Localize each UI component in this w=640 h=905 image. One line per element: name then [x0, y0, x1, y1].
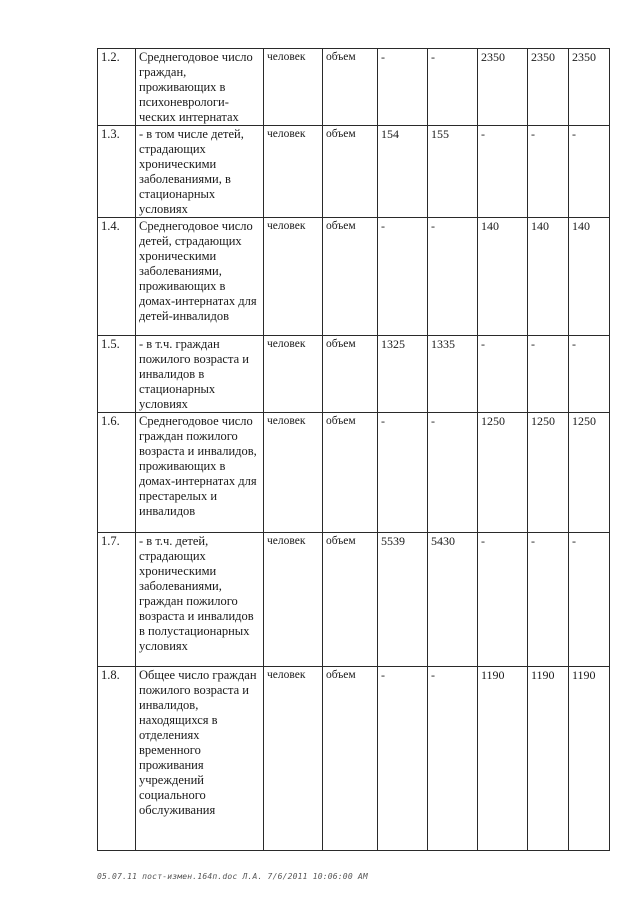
type-cell: объем	[323, 533, 378, 667]
indicator-name: - в т.ч. граждан пожилого возраста и инвалидов в стационарных условиях	[136, 336, 264, 413]
row-number: 1.4.	[98, 218, 136, 336]
type-cell: объем	[323, 667, 378, 851]
row-number: 1.8.	[98, 667, 136, 851]
indicator-name: Среднегодовое число детей, страдающих хроническими заболеваниями, проживающих в домах-интернатах для детей-инвалидов	[136, 218, 264, 336]
value-cell: 1325	[378, 336, 428, 413]
value-cell: 1250	[528, 413, 569, 533]
value-cell: 140	[478, 218, 528, 336]
table-row	[98, 413, 610, 533]
table-row	[98, 126, 610, 218]
value-cell: 2350	[569, 49, 610, 126]
row-number: 1.2.	[98, 49, 136, 126]
value-cell: -	[478, 126, 528, 218]
value-cell: -	[569, 533, 610, 667]
value-cell: 5539	[378, 533, 428, 667]
value-cell: -	[428, 218, 478, 336]
value-cell: -	[378, 667, 428, 851]
unit-cell: человек	[264, 218, 323, 336]
value-cell: -	[528, 533, 569, 667]
value-cell: -	[478, 336, 528, 413]
value-cell: 1250	[478, 413, 528, 533]
table-row	[98, 336, 610, 413]
indicator-name: - в том числе детей, страдающих хроническими заболеваниями, в стационарных условиях	[136, 126, 264, 218]
unit-cell: человек	[264, 126, 323, 218]
value-cell: -	[378, 218, 428, 336]
value-cell: 1250	[569, 413, 610, 533]
value-cell: 154	[378, 126, 428, 218]
value-cell: 2350	[478, 49, 528, 126]
value-cell: -	[478, 533, 528, 667]
row-number: 1.7.	[98, 533, 136, 667]
value-cell: 5430	[428, 533, 478, 667]
value-cell: -	[378, 413, 428, 533]
value-cell: -	[378, 49, 428, 126]
value-cell: -	[428, 667, 478, 851]
table-row	[98, 49, 610, 126]
value-cell: -	[528, 126, 569, 218]
unit-cell: человек	[264, 336, 323, 413]
row-number: 1.6.	[98, 413, 136, 533]
unit-cell: человек	[264, 533, 323, 667]
row-number: 1.5.	[98, 336, 136, 413]
unit-cell: человек	[264, 667, 323, 851]
type-cell: объем	[323, 218, 378, 336]
value-cell: 1335	[428, 336, 478, 413]
value-cell: -	[569, 336, 610, 413]
value-cell: 2350	[528, 49, 569, 126]
type-cell: объем	[323, 49, 378, 126]
indicator-name: - в т.ч. детей, страдающих хроническими заболеваниями, граждан пожилого возраста и инвалидов в полустационарных условиях	[136, 533, 264, 667]
value-cell: 1190	[528, 667, 569, 851]
value-cell: -	[528, 336, 569, 413]
indicator-name: Среднегодовое число граждан, проживающих в психоневрологи-ческих интернатах	[136, 49, 264, 126]
value-cell: 140	[569, 218, 610, 336]
value-cell: 140	[528, 218, 569, 336]
type-cell: объем	[323, 336, 378, 413]
value-cell: -	[428, 413, 478, 533]
value-cell: 1190	[478, 667, 528, 851]
table-row	[98, 667, 610, 851]
table-row	[98, 218, 610, 336]
type-cell: объем	[323, 126, 378, 218]
row-number: 1.3.	[98, 126, 136, 218]
indicator-name: Среднегодовое число граждан пожилого возраста и инвалидов, проживающих в домах-интернатах для престарелых и инвалидов	[136, 413, 264, 533]
indicator-name: Общее число граждан пожилого возраста и инвалидов, находящихся в отделениях временного проживания учреждений социального обслуживания	[136, 667, 264, 851]
indicators-table	[97, 48, 610, 851]
type-cell: объем	[323, 413, 378, 533]
value-cell: 155	[428, 126, 478, 218]
unit-cell: человек	[264, 413, 323, 533]
unit-cell: человек	[264, 49, 323, 126]
table-row	[98, 533, 610, 667]
value-cell: 1190	[569, 667, 610, 851]
document-footer: 05.07.11 пост-измен.164п.doc Л.А. 7/6/2011 10:06:00 AM	[97, 872, 368, 881]
value-cell: -	[428, 49, 478, 126]
value-cell: -	[569, 126, 610, 218]
